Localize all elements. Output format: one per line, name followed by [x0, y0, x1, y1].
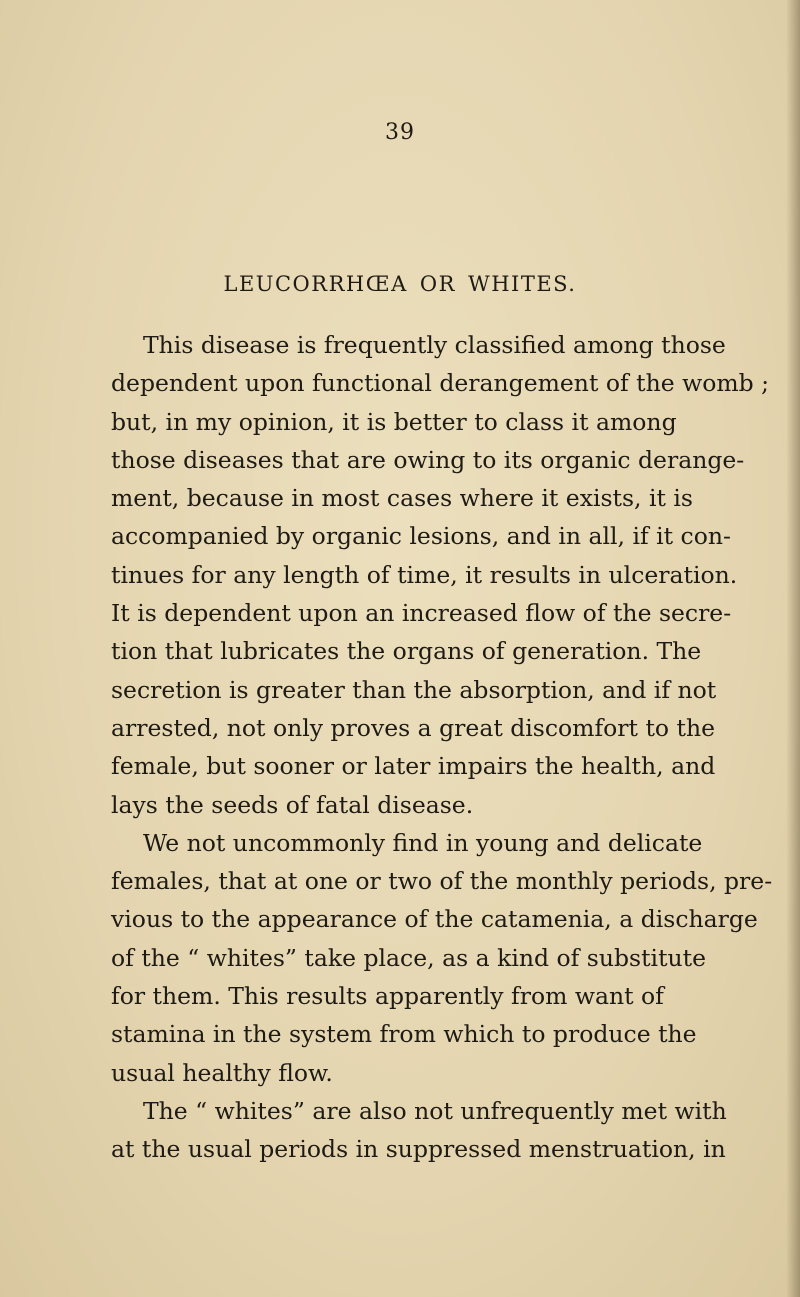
text-line: This disease is frequently classified among those	[143, 331, 726, 359]
text-line: arrested, not only proves a great discomfort to the	[111, 713, 716, 742]
chapter-heading: LEUCORRHŒA OR WHITES.	[223, 272, 577, 296]
text-line: tinues for any length of time, it results in ulceration.	[111, 560, 738, 589]
text-line: at the usual periods in suppressed menstruation, in	[111, 1135, 726, 1164]
text-line: females, that at one or two of the monthly periods, pre-	[111, 867, 773, 896]
text-line: but, in my opinion, it is better to class it among	[111, 407, 677, 436]
text-line: usual healthy flow.	[111, 1058, 333, 1087]
text-line: dependent upon functional derangement of the womb ;	[111, 369, 770, 398]
text-line: vious to the appearance of the catamenia, a discharge	[111, 905, 758, 934]
text-line: secretion is greater than the absorption, and if not	[111, 675, 717, 704]
text-line: The “ whites” are also not unfrequently met with	[143, 1096, 727, 1125]
text-line: lays the seeds of fatal disease.	[111, 790, 474, 819]
text-line: stamina in the system from which to produce the	[111, 1020, 697, 1049]
paragraph-3	[111, 1092, 727, 1169]
text-line: tion that lubricates the organs of generation. The	[111, 637, 702, 666]
text-line: accompanied by organic lesions, and in all, if it con-	[111, 522, 731, 551]
page-edge-shadow	[786, 0, 800, 1297]
text-line: female, but sooner or later impairs the health, and	[111, 752, 716, 781]
text-line: those diseases that are owing to its organic derange-	[111, 445, 745, 474]
text-line: of the “ whites” take place, as a kind of substitute	[111, 943, 706, 972]
page-number: 39	[385, 120, 415, 145]
paragraph-2	[111, 824, 773, 1092]
text-line: ment, because in most cases where it exists, it is	[111, 484, 693, 513]
text-line: We not uncommonly find in young and delicate	[143, 828, 703, 857]
body-text	[111, 326, 773, 1169]
text-line: It is dependent upon an increased flow of the secre-	[111, 599, 732, 628]
paragraph-1	[111, 326, 770, 824]
text-line: for them. This results apparently from want of	[111, 982, 664, 1011]
